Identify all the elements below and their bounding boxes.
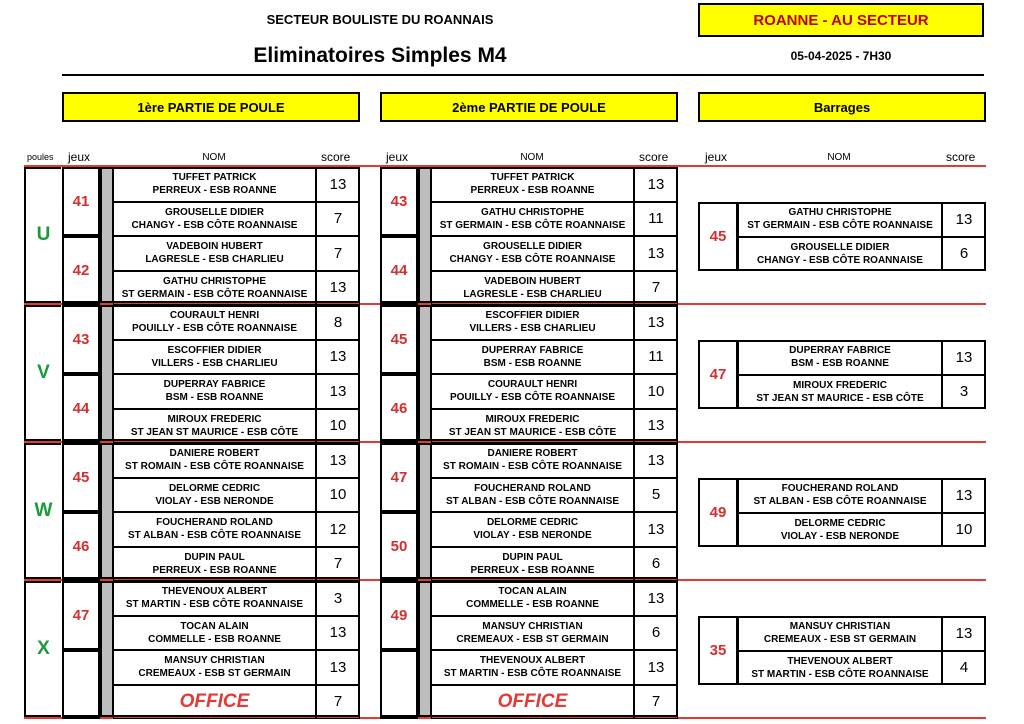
player-club: PERREUX - ESB ROANNE [470,564,595,576]
side-bar [100,581,113,717]
barrage-game-number: 47 [698,340,738,409]
player-club: VIOLAY - ESB NERONDE [155,495,274,507]
section-barrages: Barrages [698,92,986,122]
player-name: THEVENOUX ALBERT [161,586,268,598]
player-name: DANIERE ROBERT [487,448,578,460]
player-cell [113,340,316,375]
office-label [113,685,316,720]
player-club: CREMEAUX - ESB ST GERMAIN [763,634,917,646]
player-cell [113,547,316,582]
game-number: 44 [62,374,100,443]
game-number [62,650,100,719]
score-cell: 7 [316,685,360,720]
player-cell [431,305,634,340]
player-cell [113,271,316,306]
player-name: GROUSELLE DIDIER [790,241,890,253]
player-name: COURAULT HENRI [169,310,260,322]
player-club: VILLERS - ESB CHARLIEU [151,357,278,369]
player-cell [113,167,316,202]
game-number: 41 [62,167,100,236]
score-cell: 8 [316,305,360,340]
side-bar [418,443,431,579]
player-club: BSM - ESB ROANNE [791,358,889,370]
poule-letter: X [24,581,61,717]
player-club: POUILLY - ESB CÔTE ROANNAISE [131,323,298,335]
score-cell: 3 [316,581,360,616]
score-cell: 11 [634,340,678,375]
player-cell [431,443,634,478]
game-number: 46 [380,374,418,443]
header-divider [62,74,984,76]
score-cell: 13 [942,202,986,237]
col-header-nom-2: NOM [520,152,544,163]
player-name: FOUCHERAND ROLAND [156,517,273,529]
page-title: Eliminatoires Simples M4 [253,44,507,67]
section-second-round: 2ème PARTIE DE POULE [380,92,678,122]
score-cell: 13 [316,374,360,409]
score-cell: 13 [316,167,360,202]
player-cell [431,202,634,237]
player-name: FOUCHERAND ROLAND [474,482,591,494]
player-club: ST MARTIN - ESB CÔTE ROANNAISE [443,668,622,680]
player-cell [738,478,942,513]
player-cell [738,513,942,548]
score-cell: 10 [316,409,360,444]
score-cell: 13 [316,616,360,651]
player-club: VIOLAY - ESB NERONDE [473,530,592,542]
player-club: ST GERMAIN - ESB CÔTE ROANNAISE [121,288,308,300]
player-cell [738,616,942,651]
score-cell: 7 [316,202,360,237]
player-club: ST GERMAIN - ESB CÔTE ROANNAISE [747,220,933,232]
score-cell: 6 [634,547,678,582]
score-cell: 13 [634,236,678,271]
venue-box: ROANNE - AU SECTEUR [698,3,984,37]
player-name: DUPERRAY FABRICE [789,345,891,357]
score-cell: 13 [316,650,360,685]
score-cell: 7 [316,236,360,271]
score-cell: 13 [634,650,678,685]
player-name: FOUCHERAND ROLAND [781,483,899,495]
score-cell: 4 [942,651,986,686]
game-number: 44 [380,236,418,305]
player-cell [113,616,316,651]
player-name: GATHU CHRISTOPHE [788,207,892,219]
score-cell: 13 [634,409,678,444]
game-number: 43 [380,167,418,236]
player-cell [431,616,634,651]
player-name: GATHU CHRISTOPHE [163,275,266,287]
score-cell: 13 [634,581,678,616]
player-club: ST JEAN ST MAURICE - ESB CÔTE [756,392,924,404]
score-cell: 6 [634,616,678,651]
player-name: TUFFET PATRICK [172,172,257,184]
poule-letter: V [24,305,61,441]
score-cell: 13 [634,305,678,340]
player-club: PERREUX - ESB ROANNE [152,564,277,576]
col-header-nom-3: NOM [827,152,851,163]
player-cell [431,478,634,513]
side-bar [418,581,431,717]
score-cell: 13 [942,478,986,513]
player-club: LAGRESLE - ESB CHARLIEU [463,288,602,300]
player-cell [431,581,634,616]
player-club: PERREUX - ESB ROANNE [152,185,277,197]
player-club: CHANGY - ESB CÔTE ROANNAISE [449,254,616,266]
player-cell [113,581,316,616]
side-bar [100,443,113,579]
side-bar [418,167,431,303]
game-number: 45 [380,305,418,374]
score-cell: 13 [316,443,360,478]
player-name: DANIERE ROBERT [169,448,260,460]
score-cell: 13 [942,616,986,651]
player-cell [431,547,634,582]
score-cell: 10 [634,374,678,409]
player-club: LAGRESLE - ESB CHARLIEU [145,254,284,266]
player-cell [738,237,942,272]
player-club: CREMEAUX - ESB ST GERMAIN [456,633,609,645]
player-name: COURAULT HENRI [487,379,578,391]
player-cell [431,340,634,375]
player-club: ST ALBAN - ESB CÔTE ROANNAISE [128,530,301,542]
player-club: VIOLAY - ESB NERONDE [780,530,900,542]
player-cell [738,340,942,375]
player-club: CHANGY - ESB CÔTE ROANNAISE [131,219,298,231]
player-name: DUPERRAY FABRICE [163,379,266,391]
score-cell: 10 [316,478,360,513]
player-club: ST ROMAIN - ESB CÔTE ROANNAISE [443,461,622,473]
col-header-score-3: score [946,150,976,164]
score-cell: 13 [634,512,678,547]
player-cell [113,202,316,237]
player-cell [431,271,634,306]
player-club: ST ROMAIN - ESB CÔTE ROANNAISE [125,461,304,473]
player-name: THEVENOUX ALBERT [479,655,586,667]
player-club: ST ALBAN - ESB CÔTE ROANNAISE [446,495,619,507]
score-cell: 3 [942,375,986,410]
player-club: ST MARTIN - ESB CÔTE ROANNAISE [125,599,304,611]
score-cell: 11 [634,202,678,237]
col-header-jeux-3: jeux [705,150,728,164]
score-cell: 13 [942,340,986,375]
player-name: VADEBOIN HUBERT [166,241,263,253]
score-cell: 5 [634,478,678,513]
organization-name: SECTEUR BOULISTE DU ROANNAIS [266,12,494,27]
player-club: COMMELLE - ESB ROANNE [148,633,281,645]
player-club: ST ALBAN - ESB CÔTE ROANNAISE [753,496,927,508]
barrage-game-number: 35 [698,616,738,685]
game-number: 49 [380,581,418,650]
player-name: MANSUY CHRISTIAN [164,655,265,667]
score-cell: 13 [634,167,678,202]
player-cell [431,409,634,444]
player-name: DELORME CEDRIC [794,517,886,529]
player-name: ESCOFFIER DIDIER [485,310,580,322]
player-club: PERREUX - ESB ROANNE [470,185,595,197]
score-cell: 6 [942,237,986,272]
player-name: GROUSELLE DIDIER [483,241,582,253]
col-header-jeux-2: jeux [386,150,409,164]
player-name: DELORME CEDRIC [486,517,579,529]
player-name: TOCAN ALAIN [180,620,249,632]
player-cell [113,374,316,409]
player-name: MANSUY CHRISTIAN [789,621,891,633]
game-number: 47 [62,581,100,650]
player-cell [113,236,316,271]
event-datetime: 05-04-2025 - 7H30 [790,49,892,63]
player-cell [431,512,634,547]
player-cell [113,512,316,547]
player-club: ST MARTIN - ESB CÔTE ROANNAISE [751,668,929,680]
player-cell [738,202,942,237]
barrage-game-number: 45 [698,202,738,271]
player-club: VILLERS - ESB CHARLIEU [469,323,596,335]
score-cell: 13 [316,271,360,306]
game-number: 43 [62,305,100,374]
player-club: BSM - ESB ROANNE [483,357,582,369]
game-number: 42 [62,236,100,305]
col-header-nom-1: NOM [202,152,226,163]
office-text: OFFICE [497,691,568,713]
game-number: 46 [62,512,100,581]
col-header-score-2: score [639,150,669,164]
player-name: MANSUY CHRISTIAN [482,620,583,632]
poule-letter: U [24,167,61,303]
col-header-jeux-1: jeux [68,150,91,164]
player-name: DUPERRAY FABRICE [481,344,584,356]
player-club: COMMELLE - ESB ROANNE [466,599,599,611]
score-cell: 13 [316,340,360,375]
section-first-round: 1ère PARTIE DE POULE [62,92,360,122]
player-club: POUILLY - ESB CÔTE ROANNAISE [449,392,616,404]
score-cell: 7 [316,547,360,582]
side-bar [418,305,431,441]
player-club: ST GERMAIN - ESB CÔTE ROANNAISE [439,219,626,231]
player-name: GATHU CHRISTOPHE [481,206,584,218]
player-club: CHANGY - ESB CÔTE ROANNAISE [757,254,923,266]
game-number: 45 [62,443,100,512]
player-name: DUPIN PAUL [184,551,245,563]
player-name: MIROUX FREDERIC [793,379,887,391]
player-cell [738,651,942,686]
player-name: TOCAN ALAIN [498,586,567,598]
player-club: ST JEAN ST MAURICE - ESB CÔTE [130,426,299,438]
player-cell [113,650,316,685]
col-header-score-1: score [321,150,351,164]
office-text: OFFICE [179,691,250,713]
player-club: BSM - ESB ROANNE [165,392,264,404]
player-cell [738,375,942,410]
player-cell [113,478,316,513]
player-cell [113,409,316,444]
game-number [380,650,418,719]
player-cell [431,650,634,685]
player-name: TUFFET PATRICK [490,172,575,184]
player-cell [431,167,634,202]
player-name: DUPIN PAUL [502,551,563,563]
player-name: MIROUX FREDERIC [485,413,580,425]
col-header-poules: poules [27,152,54,162]
player-name: VADEBOIN HUBERT [484,275,581,287]
score-cell: 7 [634,685,678,720]
player-cell [113,443,316,478]
side-bar [100,167,113,303]
player-name: ESCOFFIER DIDIER [167,344,262,356]
player-cell [431,236,634,271]
office-label [431,685,634,720]
player-name: THEVENOUX ALBERT [787,655,893,667]
score-cell: 13 [634,443,678,478]
player-club: CREMEAUX - ESB ST GERMAIN [138,668,291,680]
poule-letter: W [24,443,61,579]
score-cell: 7 [634,271,678,306]
player-cell [431,374,634,409]
player-club: ST JEAN ST MAURICE - ESB CÔTE [448,426,617,438]
game-number: 50 [380,512,418,581]
barrage-game-number: 49 [698,478,738,547]
player-name: DELORME CEDRIC [168,482,261,494]
player-cell [113,305,316,340]
player-name: GROUSELLE DIDIER [165,206,264,218]
side-bar [100,305,113,441]
score-cell: 10 [942,513,986,548]
score-cell: 12 [316,512,360,547]
player-name: MIROUX FREDERIC [167,413,262,425]
game-number: 47 [380,443,418,512]
